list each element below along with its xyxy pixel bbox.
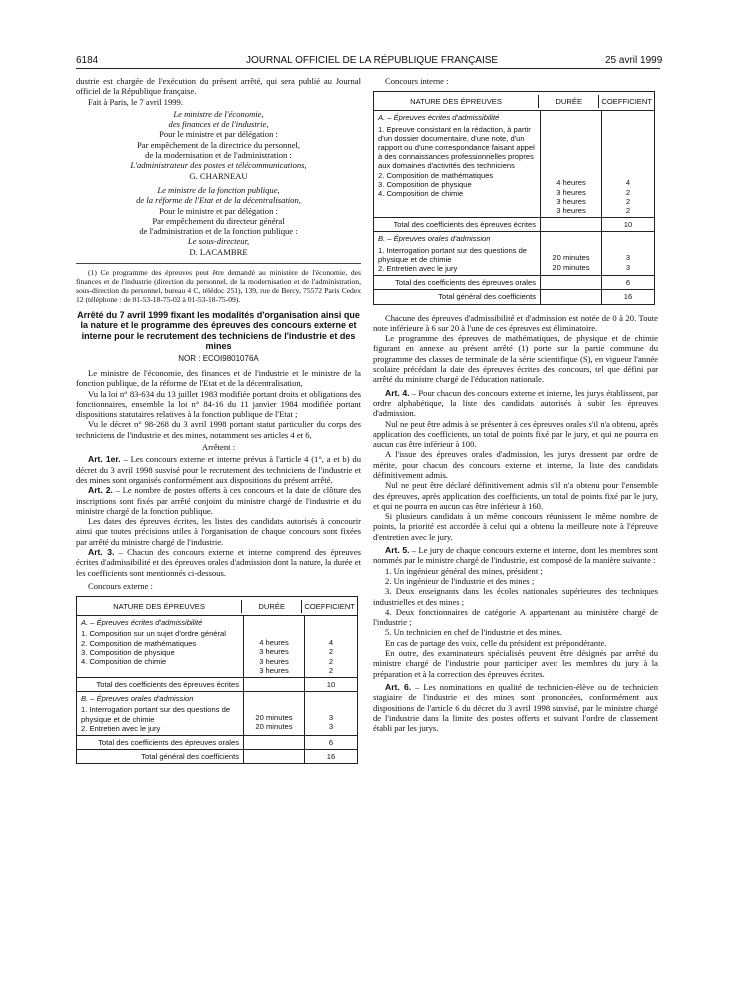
table-total-orales [77,736,357,750]
duree: 20 minutes [255,713,293,723]
coefficient: 2 [625,205,631,215]
signature-block-2 [76,185,361,257]
list-item: 2. Un ingénieur de l'industrie et des mines ; [385,575,535,586]
duree: 20 minutes [552,253,590,263]
paragraph: Les dates des épreuves écrites, les listes des candidats autorisés à concourir ainsi que toutes précisions utiles à l'organisation de chaque concours sont fixées par arrêté du ministre chargé de l'industrie. [76,516,361,547]
epreuve-name: 1. Interrogation portant sur des questions de physique et de chimie [378,245,528,264]
signature-block-1 [76,109,361,181]
signature-line: Par empêchement de la directrice du personnel, [137,139,300,150]
signature-line: de l'administration et de la fonction publique : [139,226,298,237]
article-text: – Le jury de chaque concours externe et interne, dont les membres sont nommés par le ministre chargé de l'industrie, est composé de la manière suivante : [373,545,659,566]
duree: 3 heures [259,647,289,657]
epreuve-name: 2. Entretien avec le jury [378,263,458,273]
duree: 3 heures [259,656,289,666]
section-title: B. – Épreuves orales d'admission [81,694,194,704]
paragraph: En cas de partage des voix, celle du président est prépondérante. [385,637,607,648]
article-1 [76,454,361,485]
coefficient: 4 [328,638,334,648]
total-value: 6 [328,738,334,748]
column-header: COEFFICIENT [304,601,355,611]
epreuve-name: 4. Composition de chimie [378,188,464,198]
article-text: – Chacun des concours externe et interne comprend des épreuves écrites d'admissibilité et des épreuves orales d'admission dont la nature, la durée et les coefficients sont mentionnés ci-dessous. [76,547,362,578]
total-value: 6 [625,278,631,288]
coefficient: 2 [328,647,334,657]
column-header: DURÉE [539,95,599,108]
section-title: A. – Épreuves écrites d'admissibilité [81,618,203,628]
article-label: Art. 6. [385,681,412,692]
signature-line: des finances et de l'industrie, [168,119,269,130]
epreuve-name: 1. Composition sur un sujet d'ordre général [81,629,226,639]
column-header: NATURE DES ÉPREUVES [77,600,242,613]
paragraph: Nul ne peut être déclaré définitivement admis s'il n'a obtenu pour l'ensemble des épreuves, après application des coefficients, un total de points fixé par le jury, et qui ne pourra en aucun cas être inférieur à 160. [373,480,658,511]
section-title: B. – Épreuves orales d'admission [378,234,491,244]
page-number: 6184 [76,55,99,66]
epreuve-name: 2. Entretien avec le jury [81,723,161,733]
article-label: Art. 3. [88,547,115,558]
coefficient: 2 [328,656,334,666]
epreuve-name: 3. Composition de physique [378,179,472,189]
article-label: Art. 2. [88,485,113,496]
column-header: NATURE DES ÉPREUVES [374,95,539,108]
concours-externe-label: Concours externe : [88,580,153,591]
paragraph: Chacune des épreuves d'admissibilité et d'admission est notée de 0 à 20. Toute note inférieure à 6 sur 20 à l'une de ces épreuves est éliminatoire. [373,312,658,333]
total-label: Total des coefficients des épreuves écrites [374,218,541,231]
article-text: – Les concours externe et interne prévus à l'article 4 (1°, a et b) du décret du 3 avril 1998 susvisé pour le recrutement des techniciens de l'industrie et des mines sont organisés conformément aux dispositions du présent arrêté. [76,454,361,485]
duree: 3 heures [556,196,586,206]
journal-title: JOURNAL OFFICIEL DE LA RÉPUBLIQUE FRANÇAISE [246,55,499,66]
table-header [77,597,357,616]
signature-date: Fait à Paris, le 7 avril 1999. [88,96,183,107]
paragraph: dustrie est chargée de l'exécution du présent arrêté, qui sera publié au Journal officiel de la République française. [76,76,361,97]
nor-reference: NOR : ECOI9801076A [178,353,259,363]
total-label: Total général des coefficients [77,750,244,763]
article-3 [76,547,361,578]
duree: 4 heures [556,178,586,188]
duree: 20 minutes [552,262,590,272]
total-label: Total des coefficients des épreuves écrites [77,678,244,691]
article-label: Art. 1er. [88,454,121,465]
article-text: – Les nominations en qualité de technicien-élève ou de technicien stagiaire de l'industrie et des mines sont prononcées, conformément aux dispositions de l'article 6 du décret du 3 avril 1998 susvisé, par le ministre chargé de l'industrie dans la limite des postes offerts et suivant l'ordre de classement établi par les jurys. [373,681,659,734]
paragraph: Si plusieurs candidats à un même concours réunissent le même nombre de points, la priorité est accordée à celui qui a obtenu la meilleure note à l'épreuve d'entretien avec le jury. [373,511,658,542]
table-section-b [77,692,357,736]
signature-line: Pour le ministre et par délégation : [159,129,278,140]
duree: 3 heures [259,665,289,675]
paragraph: Nul ne peut être admis à se présenter à ces épreuves orales s'il n'a obtenu, après application des coefficients, un total de points fixé par le jury, et qui ne pourra en aucun cas être inférieur à 100. [373,418,658,450]
divider [76,263,361,264]
table-total-general [374,290,654,303]
article-4 [373,388,658,419]
duree: 3 heures [556,205,586,215]
table-total-ecrites [77,678,357,692]
coefficient: 2 [625,187,631,197]
paragraph: Vu la loi n° 83-634 du 13 juillet 1983 modifiée portant droits et obligations des fonctionnaires, ensemble la loi n° 84-16 du 11 janvier 1984 modifiée portant dispositions statutaires relatives à la fonction publique de l'Etat ; [76,388,361,420]
coefficient: 4 [625,178,631,188]
arrete-title: Arrêté du 7 avril 1999 fixant les modalités d'organisation ainsi que la nature et le programme des épreuves des concours externe et interne pour le recrutement des techniciens de l'industrie et des mines [77,310,360,352]
left-column [76,76,361,772]
coefficient: 3 [328,713,334,723]
coefficient: 2 [328,665,334,675]
epreuve-name: 3. Composition de physique [81,647,175,657]
signature-line: de la modernisation et de l'administration : [145,150,292,161]
article-text: – Le nombre de postes offerts à ces concours et la date de clôture des inscriptions sont fixés par arrêté conjoint du ministre chargé de l'industrie et du ministre chargé de la fonction publique. [76,485,361,516]
table-section-a [374,111,654,218]
list-item: 1. Un ingénieur général des mines, président ; [385,565,543,576]
table-total-ecrites [374,218,654,232]
epreuve-name: 2. Composition de mathématiques [378,170,494,180]
article-label: Art. 5. [385,545,410,556]
duree: 3 heures [556,187,586,197]
signature-line: L'administrateur des postes et télécommunications, [130,160,307,171]
table-total-general [77,750,357,763]
signature-line: Par empêchement du directeur général [152,215,285,226]
signatory-name: D. LACAMBRE [189,246,248,257]
total-value: 16 [326,752,336,762]
table-total-orales [374,276,654,290]
epreuve-name: 4. Composition de chimie [81,657,167,667]
duree: 20 minutes [255,722,293,732]
header-rule [76,68,660,69]
epreuve-name: 2. Composition de mathématiques [81,638,197,648]
table-header [374,92,654,111]
signature-line: Le ministre de l'économie, [173,108,264,119]
coefficient: 3 [328,722,334,732]
column-header: COEFFICIENT [601,96,652,106]
list-item: 5. Un technicien en chef de l'industrie et des mines. [385,627,562,638]
column-header: DURÉE [242,600,302,613]
right-column [373,76,658,733]
article-5 [373,545,658,566]
paragraph: Vu le décret n° 98-268 du 3 avril 1998 portant statut particulier du corps des techniciens de l'industrie et des mines, notamment ses articles 4 et 6, [76,419,361,440]
total-label: Total des coefficients des épreuves orales [374,276,541,289]
concours-interne-label: Concours interne : [385,76,449,86]
signature-line: de la réforme de l'Etat et de la décentralisation, [136,195,301,206]
total-label: Total des coefficients des épreuves orales [77,736,244,749]
arretent: Arrêtent : [201,442,236,453]
paragraph: En outre, des examinateurs spécialisés peuvent être désignés par arrêté du ministre chargé de l'industrie pour participer avec les membres du jury à la préparation et à la correction des épreuves écrites. [373,648,658,679]
signatory-name: G. CHARNEAU [189,170,248,181]
paragraph: A l'issue des épreuves orales d'admission, les jurys dressent par ordre de mérite, pour chacun des concours externe et interne, la liste des candidats définitivement admis. [373,449,658,480]
article-2 [76,485,361,516]
signature-line: Le ministre de la fonction publique, [157,184,280,195]
coefficient: 3 [625,262,631,272]
article-label: Art. 4. [385,387,410,398]
total-value: 16 [623,292,633,302]
issue-date: 25 avril 1999 [605,55,663,66]
total-label: Total général des coefficients [374,290,541,303]
total-value: 10 [326,680,336,690]
table-concours-externe [76,596,358,764]
table-concours-interne [373,91,655,304]
list-item: 3. Deux enseignants dans les écoles nationales supérieures des techniques industrielles et des mines ; [373,586,658,607]
total-value: 10 [623,220,633,230]
article-6 [373,682,658,733]
paragraph: Le ministre de l'économie, des finances et de l'industrie et le ministre de la fonction publique, de la réforme de l'Etat et de la décentralisation, [76,367,361,389]
article-text: – Pour chacun des concours externe et interne, les jurys établissent, par ordre alphabétique, la liste des candidats autorisés à subir les épreuves d'admission. [373,387,658,419]
signature-line: Le sous-directeur, [187,236,250,247]
section-title: A. – Épreuves écrites d'admissibilité [378,113,500,123]
epreuve-name: 1. Interrogation portant sur des questions de physique et de chimie [81,705,231,724]
signature-line: Pour le ministre et par délégation : [159,205,278,216]
table-section-b [374,232,654,276]
epreuve-name: 1. Epreuve consistant en la rédaction, à partir d'un dossier documentaire, d'une note, d'un rapport ou d'une correspondance faisant appel à des connaissances professionnelles propres aux domaines d'activités des techniciens [378,124,535,171]
coefficient: 3 [625,253,631,263]
footnote: (1) Ce programme des épreuves peut être demandé au ministère de l'économie, des finances et de l'industrie (direction du personnel, de la modernisation et de l'administration, sous-direction du personnel, bureau 4 C, télédoc 251), 139, rue de Bercy, 75572 Paris Cedex 12 (téléphone : de 01-53-18-75-02 à 01-53-18-75-09). [76,268,361,305]
page-header [0,0,731,66]
table-section-a [77,616,357,678]
paragraph: Le programme des épreuves de mathématiques, de physique et de chimie figurant en annexe au présent arrêté (1) porte sur la partie commune du programme des classes de terminale de la série scientifique (S), en vigueur l'année scolaire précédant la date des épreuves écrites des concours, tel que défini par arrêté du ministre chargé de l'éducation nationale. [373,333,658,385]
list-item: 4. Deux fonctionnaires de catégorie A appartenant au ministère chargé de l'industrie ; [373,606,658,628]
duree: 4 heures [259,638,289,648]
coefficient: 2 [625,196,631,206]
